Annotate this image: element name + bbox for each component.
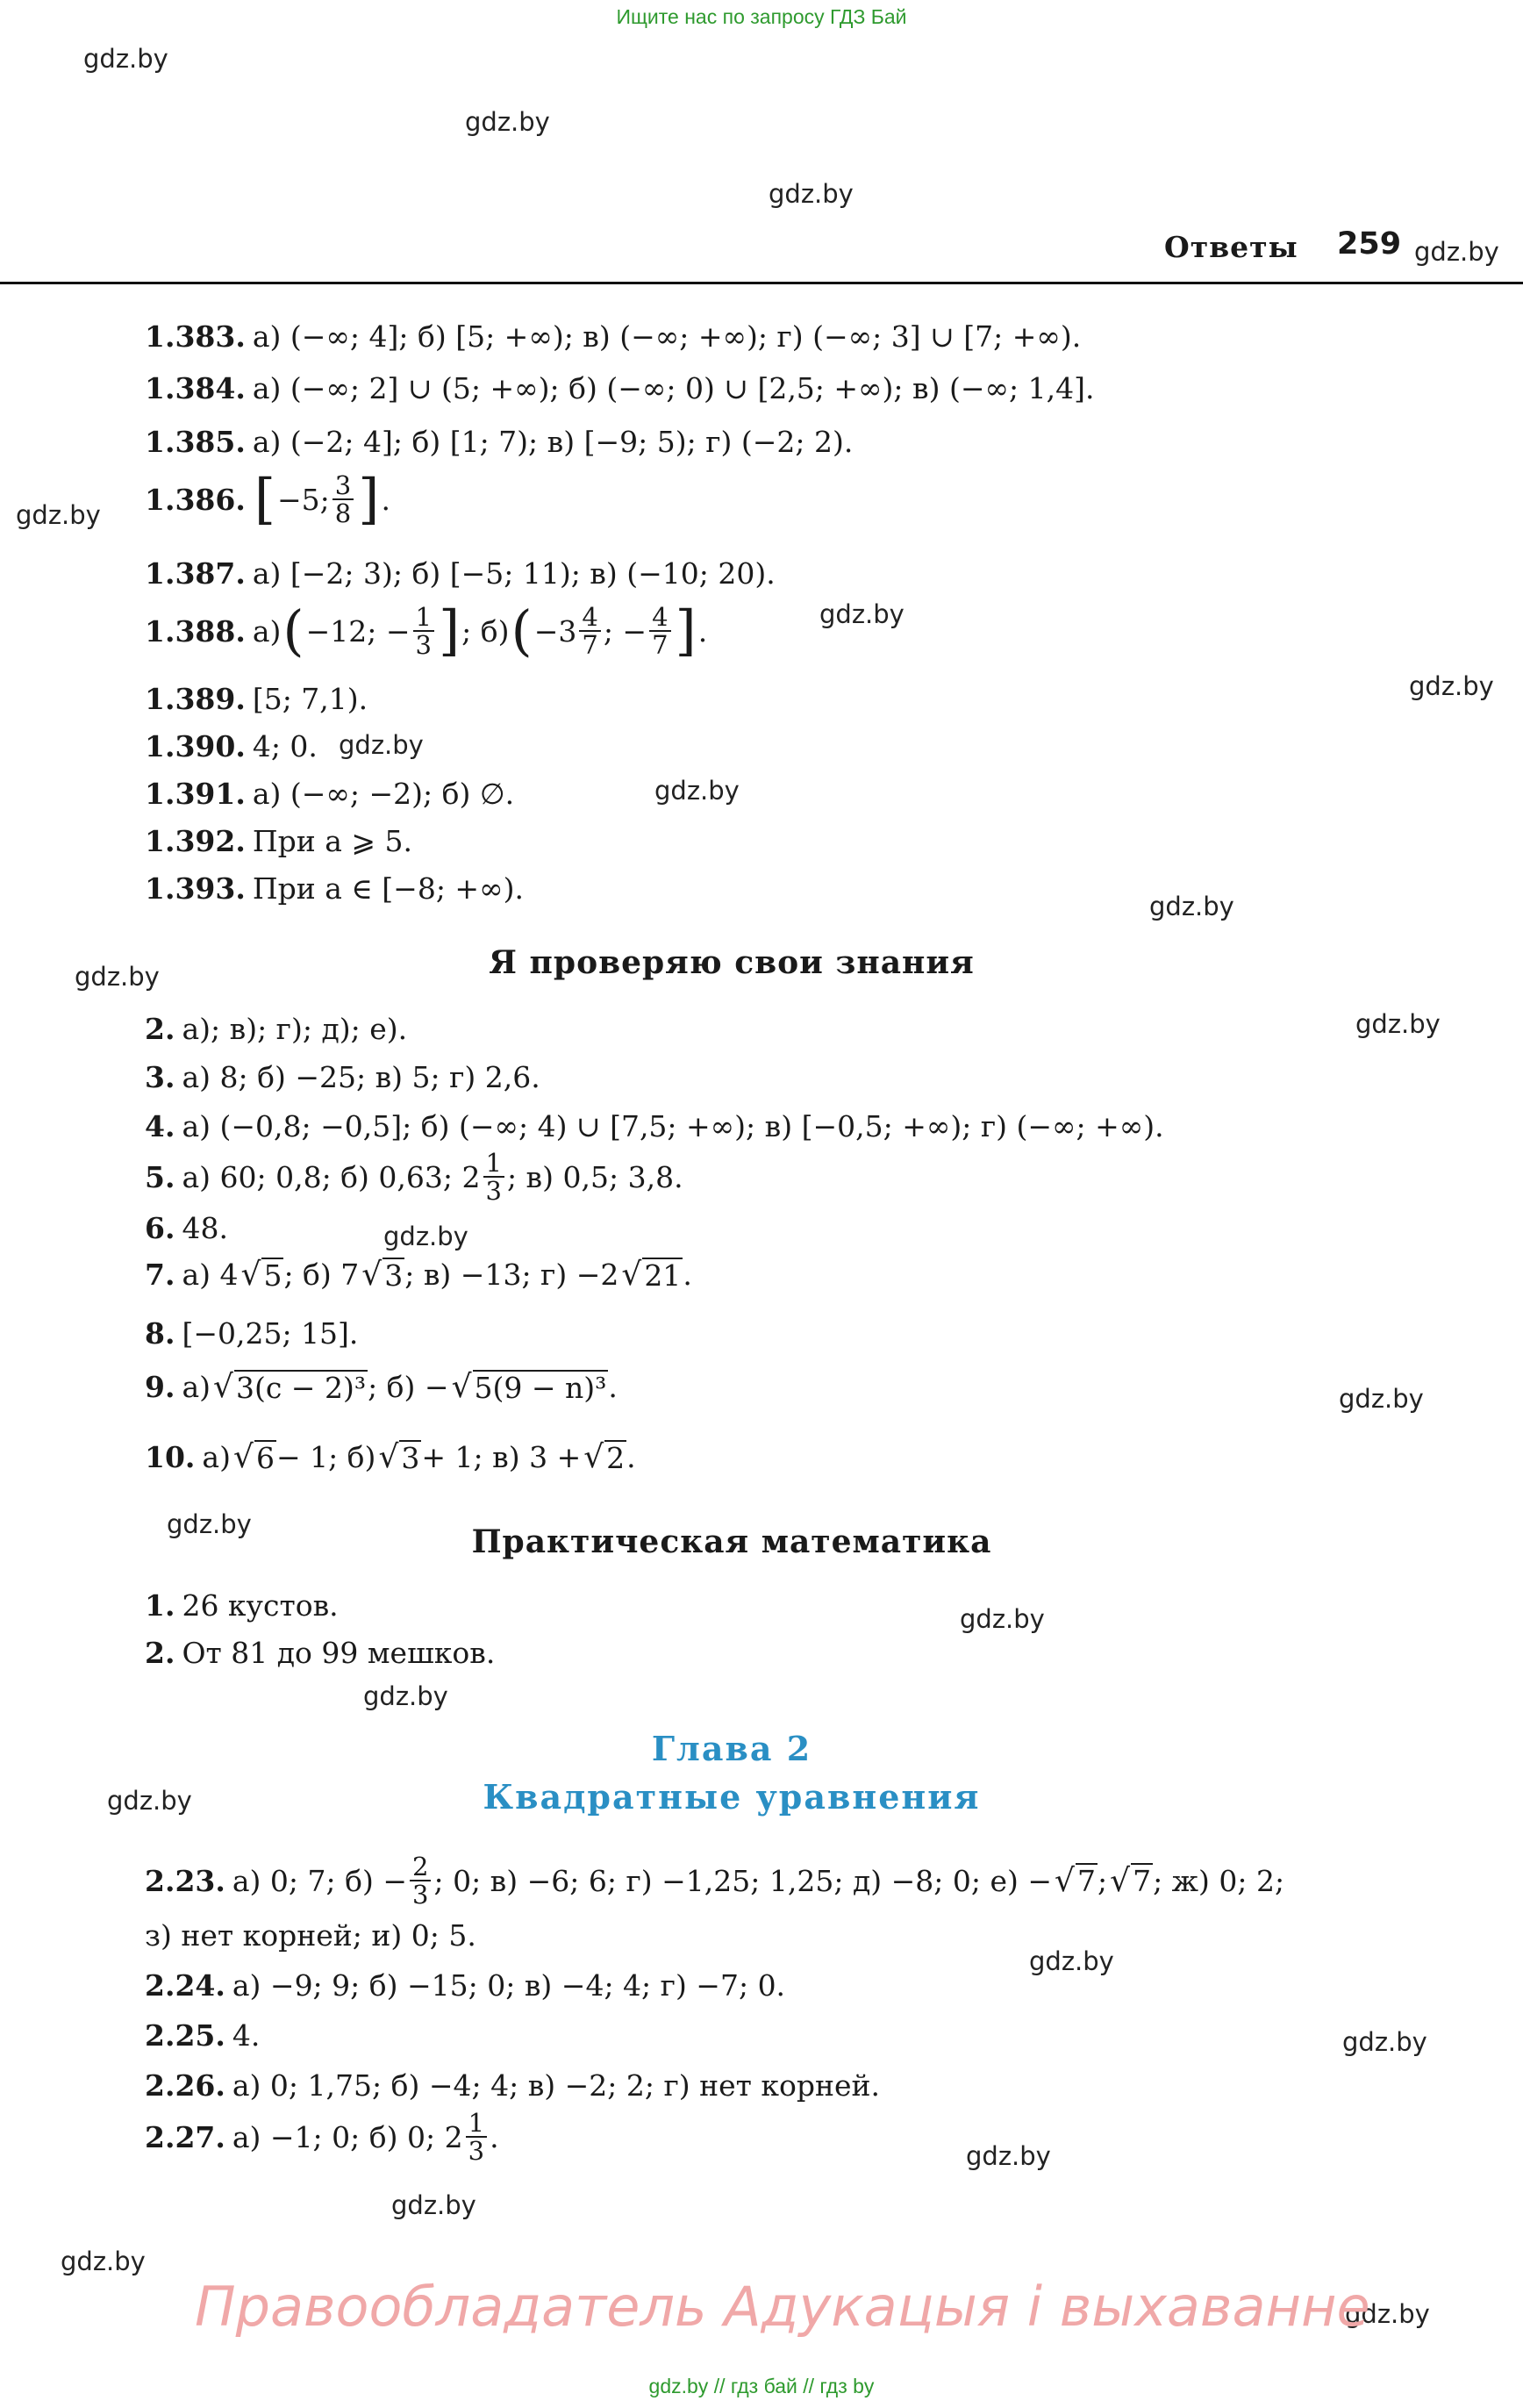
- running-header-title: Ответы: [1164, 230, 1298, 264]
- watermark: gdz.by: [83, 44, 168, 74]
- watermark: gdz.by: [465, 107, 550, 137]
- answer-2-26: 2.26. а) 0; 1,75; б) −4; 4; в) −2; 2; г) нет корней.: [145, 2068, 881, 2103]
- practical-answer-1: 1. 26 кустов.: [145, 1588, 339, 1623]
- check-answer-3: 3. а) 8; б) −25; в) 5; г) 2,6.: [145, 1060, 540, 1094]
- answer-1-391: 1.391. а) (−∞; −2); б) ∅.: [145, 777, 515, 811]
- watermark: gdz.by: [819, 599, 905, 629]
- watermark: gdz.by: [1149, 892, 1234, 921]
- watermark: gdz.by: [1355, 1009, 1441, 1039]
- top-banner: Ищите нас по запросу ГДЗ Бай: [616, 5, 907, 28]
- watermark: gdz.by: [1029, 1946, 1114, 1976]
- watermark: gdz.by: [1409, 671, 1494, 701]
- fraction: $\frac{3}{8}$: [332, 472, 354, 527]
- watermark: gdz.by: [654, 776, 740, 806]
- fraction: $\frac{1}{3}$: [466, 2110, 487, 2165]
- fraction: $\frac{2}{3}$: [410, 1853, 431, 1909]
- copyright-notice: Правообладатель Адукацыя і выхаванне: [195, 2275, 1370, 2339]
- footer-links: gdz.by // гдз бай // гдз by: [648, 2375, 875, 2397]
- answer-2-23: 2.23. а) 0; 7; б) − $\frac{2}{3}$ ; 0; в) −6; 6; г) −1,25; 1,25; д) −8; 0; е) − √ 7 ; √ 7 ; ж) 0; 2;: [145, 1852, 1285, 1910]
- watermark: gdz.by: [1414, 237, 1499, 267]
- check-answer-8: 8. [−0,25; 15].: [145, 1316, 359, 1351]
- check-answer-9: 9. а) √ 3(c − 2)³ ; б) − √ 5(9 − n)³ .: [145, 1369, 618, 1405]
- fraction: $\frac{4}{7}$: [649, 604, 670, 659]
- check-answer-10: 10. а) √ 6 − 1; б) √ 3 + 1; в) 3 + √ 2 .: [145, 1439, 636, 1475]
- fraction: $\frac{4}{7}$: [579, 604, 600, 659]
- watermark: gdz.by: [75, 962, 160, 992]
- check-answer-6: 6. 48.: [145, 1211, 228, 1245]
- check-answer-7: 7. а) 4 √ 5 ; б) 7 √ 3 ; в) −13; г) −2 √ 21 .: [145, 1257, 692, 1293]
- answer-2-27: 2.27. а) −1; 0; б) 0; 2 $\frac{1}{3}$ .: [145, 2108, 499, 2167]
- answer-2-25: 2.25. 4.: [145, 2018, 261, 2053]
- answer-1-385: 1.385. а) (−2; 4]; б) [1; 7); в) [−9; 5); г) (−2; 2).: [145, 425, 854, 459]
- watermark: gdz.by: [769, 179, 854, 209]
- watermark: gdz.by: [16, 500, 101, 530]
- watermark: gdz.by: [966, 2141, 1051, 2171]
- answer-1-384: 1.384. а) (−∞; 2] ∪ (5; +∞); б) (−∞; 0) ∪ [2,5; +∞); в) (−∞; 1,4].: [145, 371, 1095, 405]
- check-answer-5: 5. а) 60; 0,8; б) 0,63; 2 $\frac{1}{3}$ ; в) 0,5; 3,8.: [145, 1148, 683, 1207]
- fraction: $\frac{1}{3}$: [483, 1150, 504, 1205]
- watermark: gdz.by: [1342, 2027, 1427, 2057]
- watermark: gdz.by: [107, 1786, 192, 1816]
- watermark: gdz.by: [1345, 2299, 1430, 2329]
- watermark: gdz.by: [167, 1509, 252, 1539]
- answer-1-389: 1.389. [5; 7,1).: [145, 682, 368, 716]
- chapter-title: Квадратные уравнения: [483, 1777, 981, 1817]
- practical-answer-2: 2. От 81 до 99 мешков.: [145, 1636, 496, 1670]
- answer-2-24: 2.24. а) −9; 9; б) −15; 0; в) −4; 4; г) −7; 0.: [145, 1968, 786, 2003]
- answer-1-388: 1.388. а) ( −12; − $\frac{1}{3}$ ] ; б) ( −3 $\frac{4}{7}$ ; − $\frac{4}{7}$ ] .: [145, 598, 708, 663]
- watermark: gdz.by: [61, 2247, 146, 2276]
- answer-2-23-continued: з) нет корней; и) 0; 5.: [145, 1918, 476, 1953]
- header-rule: [0, 282, 1523, 284]
- answer-1-386: 1.386. [ −5; $\frac{3}{8}$ ] .: [145, 467, 390, 532]
- watermark: gdz.by: [339, 730, 424, 760]
- watermark: gdz.by: [363, 1681, 448, 1711]
- page-number: 259: [1337, 226, 1402, 262]
- answer-1-390: 1.390. 4; 0.: [145, 729, 318, 763]
- watermark: gdz.by: [960, 1604, 1045, 1634]
- check-answer-2: 2. а); в); г); д); е).: [145, 1012, 408, 1046]
- check-answer-4: 4. а) (−0,8; −0,5]; б) (−∞; 4) ∪ [7,5; +∞); в) [−0,5; +∞); г) (−∞; +∞).: [145, 1109, 1164, 1143]
- watermark: gdz.by: [383, 1222, 468, 1251]
- answer-1-393: 1.393. При a ∈ [−8; +∞).: [145, 871, 524, 906]
- watermark: gdz.by: [391, 2190, 476, 2220]
- chapter-label: Глава 2: [651, 1729, 812, 1768]
- answer-1-383: 1.383. а) (−∞; 4]; б) [5; +∞); в) (−∞; +∞); г) (−∞; 3] ∪ [7; +∞).: [145, 319, 1082, 354]
- answer-1-392: 1.392. При a ⩾ 5.: [145, 824, 413, 858]
- answer-1-387: 1.387. а) [−2; 3); б) [−5; 11); в) (−10; 20).: [145, 556, 776, 591]
- section-title-practical: Практическая математика: [471, 1523, 992, 1560]
- watermark: gdz.by: [1339, 1384, 1424, 1414]
- section-title-check: Я проверяю свои знания: [489, 944, 975, 981]
- fraction: $\frac{1}{3}$: [413, 604, 434, 659]
